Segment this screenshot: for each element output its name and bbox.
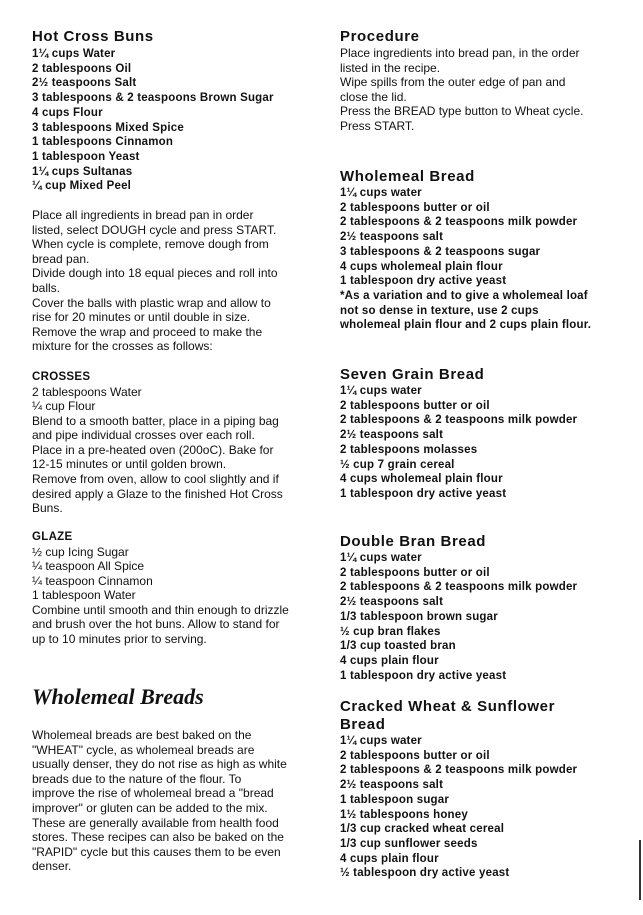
variation-note: not so dense in texture, use 2 cups [340,304,539,317]
glaze-line: ½ cup Icing Sugar [32,544,129,559]
intro-line: denser. [32,859,72,874]
crosses-title: CROSSES [32,371,91,383]
ingredient: 1 tablespoons Cinnamon [32,136,174,149]
method-line: mixture for the crosses as follows: [32,339,213,354]
hot-cross-buns-method [32,208,314,354]
ingredient: 3 tablespoons Mixed Spice [32,121,184,134]
method-line: When cycle is complete, remove dough from [32,237,269,252]
ingredient: 2½ teaspoons salt [340,231,444,244]
ingredient: 2 tablespoons butter or oil [340,201,490,214]
method-line: balls. [32,280,61,295]
ingredient: ½ cup bran flakes [340,625,441,638]
ingredient: ½ tablespoon dry active yeast [340,867,510,880]
glaze-line: up to 10 minutes prior to serving. [32,632,207,647]
intro-line: stores. These recipes can also be baked on the [32,830,284,845]
crosses-line: Remove from oven, allow to cool slightly and if [32,472,279,487]
procedure-line: close the lid. [340,89,407,104]
ingredient: 2½ teaspoons salt [340,596,444,609]
intro-line: breads due to the nature of the flour. To [32,771,242,786]
procedure-line: Place ingredients into bread pan, in the order [340,46,580,60]
hot-cross-buns-title: Hot Cross Buns [32,28,154,45]
ingredient: 1 tablespoon dry active yeast [340,669,507,682]
crosses-line: Blend to a smooth batter, place in a piping bag [32,413,279,428]
wholemeal-bread-title: Wholemeal Bread [340,168,475,185]
ingredient: 1¼ cups water [340,385,422,397]
glaze-line: ¼ teaspoon Cinnamon [32,573,153,588]
hot-cross-buns-section [32,28,314,194]
crosses-line: 12-15 minutes or until golden brown. [32,457,227,472]
glaze-section [32,530,314,647]
glaze-line: Combine until smooth and thin enough to drizzle [32,602,289,617]
procedure-line: Press the BREAD type button to Wheat cycle. [340,104,584,119]
ingredient: 1¼ cups water [340,735,422,747]
ingredient: 1½ tablespoons honey [340,808,468,821]
ingredient: 4 cups wholemeal plain flour [340,473,503,486]
cracked-wheat-title: Cracked Wheat & Sunflower [340,698,556,715]
crosses-line: ¼ cup Flour [32,399,96,414]
double-bran-section [340,533,630,683]
intro-line: usually denser, they do not rise as high as white [32,757,287,772]
ingredient: 2 tablespoons butter or oil [340,399,490,412]
ingredient: 2 tablespoons & 2 teaspoons milk powder [340,414,578,427]
glaze-line: and brush over the hot buns. Allow to stand for [32,617,280,632]
ingredient: 2½ teaspoons salt [340,429,444,442]
intro-line: improver" or gluten can be added to the mix. [32,800,268,815]
ingredient: ½ cup 7 grain cereal [340,458,455,471]
crosses-section [32,370,314,516]
ingredient: 4 cups wholemeal plain flour [340,260,503,273]
variation-note: *As a variation and to give a wholemeal loaf [340,289,588,302]
intro-line: These are generally available from health food [32,815,279,830]
procedure-line: Press START. [340,118,415,133]
ingredient: 2 tablespoons butter or oil [340,566,490,579]
method-line: Place all ingredients in bread pan in order [32,208,254,222]
ingredient: 1¼ cups Sultanas [32,165,133,178]
ingredient: 2 tablespoons Oil [32,62,132,75]
ingredient: 1/3 cup toasted bran [340,640,456,653]
crosses-line: Buns. [32,501,63,516]
seven-grain-section [340,366,630,502]
intro-line: "RAPID" cycle but this causes them to be even [32,844,281,859]
method-line: bread pan. [32,251,90,266]
ingredient: 1/3 tablespoon brown sugar [340,610,498,623]
ingredient: 2½ teaspoons salt [340,779,444,792]
ingredient: 2 tablespoons & 2 teaspoons milk powder [340,764,578,777]
method-line: Cover the balls with plastic wrap and allow to [32,295,271,310]
wholemeal-breads-intro [32,728,314,874]
intro-line: "WHEAT" cycle, as wholemeal breads are [32,742,255,757]
wholemeal-breads-title: Wholemeal Breads [32,684,204,709]
ingredient: ¼ cup Mixed Peel [32,180,132,193]
ingredient: 2 tablespoons butter or oil [340,749,490,762]
ingredient: 1¼ cups water [340,552,422,564]
double-bran-title: Double Bran Bread [340,533,487,550]
cracked-wheat-section [340,698,630,881]
wholemeal-breads-section [32,684,314,710]
wholemeal-bread-section [340,168,630,333]
ingredient: 1¼ cups water [340,187,422,199]
ingredient: 2 tablespoons & 2 teaspoons milk powder [340,216,578,229]
ingredient: 3 tablespoons & 2 teaspoons sugar [340,245,541,258]
ingredient: 4 cups plain flour [340,654,439,667]
hot-cross-buns-ingredients [32,47,314,194]
page-edge-mark [639,840,641,900]
method-line: Remove the wrap and proceed to make the [32,324,263,339]
procedure-title: Procedure [340,28,420,45]
procedure-line: Wipe spills from the outer edge of pan and [340,75,566,90]
crosses-line: Place in a pre-heated oven (200oC). Bake for [32,442,274,457]
crosses-line: and pipe individual crosses over each roll. [32,428,255,443]
ingredient: 3 tablespoons & 2 teaspoons Brown Sugar [32,92,274,105]
crosses-line: 2 tablespoons Water [32,384,142,399]
glaze-title: GLAZE [32,531,73,543]
glaze-line: 1 tablespoon Water [32,588,136,603]
glaze-line: ¼ teaspoon All Spice [32,559,145,574]
crosses-line: desired apply a Glaze to the finished Hot Cross [32,486,283,501]
ingredient: 4 cups plain flour [340,852,439,865]
ingredient: 1 tablespoon sugar [340,793,450,806]
procedure-line: listed in the recipe. [340,60,441,75]
ingredient: 1/3 cup cracked wheat cereal [340,823,505,836]
ingredient: 4 cups Flour [32,106,103,119]
method-line: Divide dough into 18 equal pieces and roll into [32,266,278,281]
procedure-section [340,28,630,134]
variation-note: wholemeal plain flour and 2 cups plain flour. [340,319,592,332]
cracked-wheat-title-cont: Bread [340,716,386,733]
intro-line: Wholemeal breads are best baked on the [32,728,252,742]
intro-line: improve the rise of wholemeal bread a "bread [32,786,274,801]
seven-grain-title: Seven Grain Bread [340,366,485,383]
ingredient: 1/3 cup sunflower seeds [340,837,478,850]
ingredient: 2½ teaspoons Salt [32,77,137,90]
ingredient: 2 tablespoons & 2 teaspoons milk powder [340,581,578,594]
ingredient: 1 tablespoon dry active yeast [340,487,507,500]
method-line: rise for 20 minutes or until double in size. [32,310,251,325]
ingredient: 1¼ cups Water [32,48,116,60]
ingredient: 1 tablespoon Yeast [32,150,140,163]
method-line: listed, select DOUGH cycle and press START. [32,222,277,237]
ingredient: 2 tablespoons molasses [340,443,478,456]
ingredient: 1 tablespoon dry active yeast [340,275,507,288]
